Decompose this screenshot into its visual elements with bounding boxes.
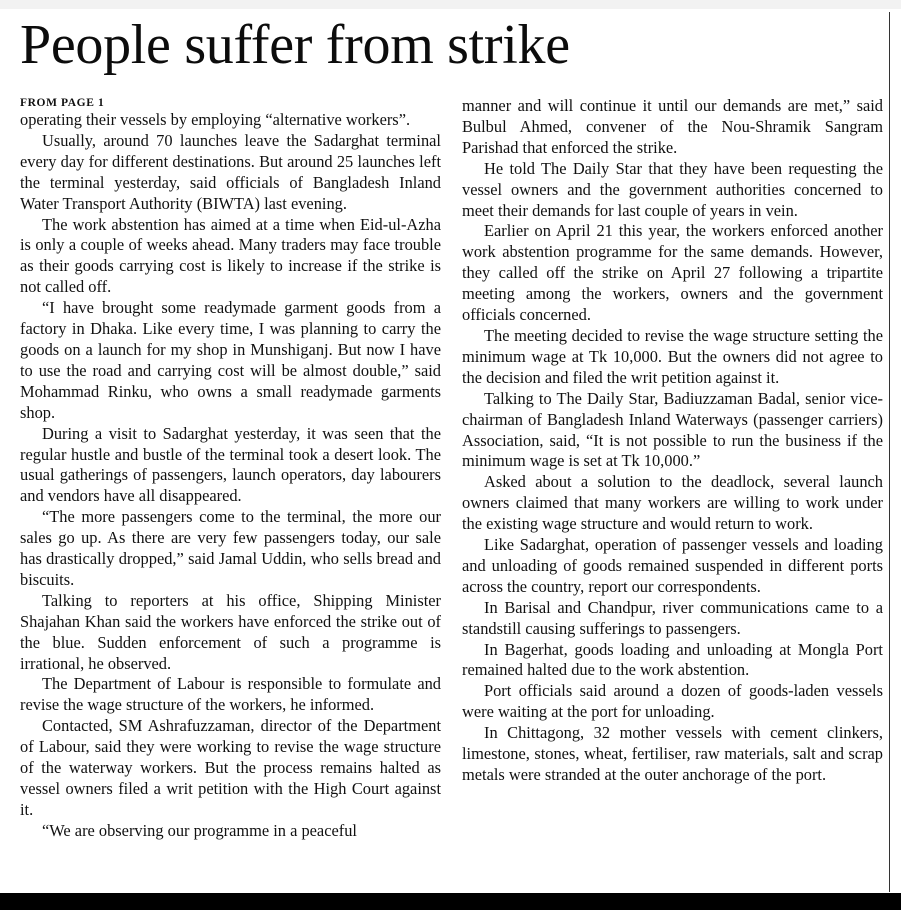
kicker-from-page: FROM PAGE 1 bbox=[20, 97, 105, 109]
paragraph: Port officials said around a dozen of goods-laden vessels were waiting at the port for unloading. bbox=[462, 681, 883, 722]
headline: People suffer from strike bbox=[20, 14, 570, 76]
paragraph: manner and will continue it until our demands are met,” said Bulbul Ahmed, convener of the Nou-Shramik Sangram Parishad that enforced the strike. bbox=[462, 96, 883, 157]
paragraph: Talking to reporters at his office, Shipping Minister Shajahan Khan said the workers have enforced the strike out of the blue. Sudden enforcement of such a programme is irrational, he observed. bbox=[20, 590, 441, 673]
paragraph: “I have brought some readymade garment goods from a factory in Dhaka. Like every time, I was planning to carry the goods on a launch for my shop in Munshiganj. But now I have to use the road and carrying cost will be almost double,” said Mohammad Rinku, who owns a small readymade garments shop. bbox=[20, 298, 441, 422]
paragraph: Talking to The Daily Star, Badiuzzaman Badal, senior vice-chairman of Bangladesh Inland Waterways (passenger carriers) Association, said, “It is not possible to run the business if the minimum wage is set at Tk 10,000.” bbox=[462, 388, 883, 471]
paragraph: The Department of Labour is responsible to formulate and revise the wage structure of the workers, he informed. bbox=[20, 674, 441, 715]
paragraph: In Barisal and Chandpur, river communications came to a standstill causing sufferings to passengers. bbox=[462, 597, 883, 638]
bottom-border bbox=[0, 893, 901, 910]
paragraph: “We are observing our programme in a peaceful bbox=[42, 820, 357, 840]
paragraph: “The more passengers come to the terminal, the more our sales go up. As there are very few passengers today, our sale has drastically dropped,” said Jamal Uddin, who sells bread and biscuits. bbox=[20, 507, 441, 589]
paragraph: Contacted, SM Ashrafuzzaman, director of the Department of Labour, said they were working to revise the wage structure of the waterway workers. But the process remains halted as vessel owners filed a writ petition with the High Court against it. bbox=[20, 716, 441, 819]
paragraph: During a visit to Sadarghat yesterday, it was seen that the regular hustle and bustle of the terminal took a desert look. The usual gatherings of passengers, launch operators, day labourers and vendors have all disappeared. bbox=[20, 423, 441, 506]
paragraph: The work abstention has aimed at a time when Eid-ul-Azha is only a couple of weeks ahead. Many traders may face trouble as their goods carrying cost is likely to increase if the strike is not called off. bbox=[20, 214, 441, 297]
paragraph: operating their vessels by employing “alternative workers”. bbox=[20, 110, 411, 129]
paragraph: The meeting decided to revise the wage structure setting the minimum wage at Tk 10,000. But the owners did not agree to the decision and filed the writ petition against it. bbox=[462, 325, 883, 387]
top-border bbox=[0, 0, 901, 9]
column-rule bbox=[889, 12, 890, 892]
paragraph: Earlier on April 21 this year, the workers enforced another work abstention programme for the same demands. However, they called off the strike on April 27 following a tripartite meeting among the workers, owners and the government officials concerned. bbox=[462, 221, 883, 325]
article-column-right bbox=[462, 96, 883, 786]
paragraph: He told The Daily Star that they have been requesting the vessel owners and the government authorities concerned to meet their demands for last couple of years in vein. bbox=[462, 158, 883, 220]
paragraph: Asked about a solution to the deadlock, several launch owners claimed that many workers are willing to work under the existing wage structure and would return to work. bbox=[462, 472, 883, 534]
paragraph: In Chittagong, 32 mother vessels with cement clinkers, limestone, stones, wheat, fertiliser, raw materials, salt and scrap metals were stranded at the outer anchorage of the port. bbox=[462, 723, 883, 784]
paragraph: Like Sadarghat, operation of passenger vessels and loading and unloading of goods remained suspended in different ports across the country, report our correspondents. bbox=[462, 535, 883, 596]
paragraph: Usually, around 70 launches leave the Sadarghat terminal every day for different destinations. But around 25 launches left the terminal yesterday, said officials of Bangladesh Inland Water Transport Authority (BIWTA) last evening. bbox=[20, 130, 441, 213]
paragraph: In Bagerhat, goods loading and unloading at Mongla Port remained halted due to the work abstention. bbox=[462, 639, 883, 680]
article-column-left bbox=[20, 96, 441, 842]
